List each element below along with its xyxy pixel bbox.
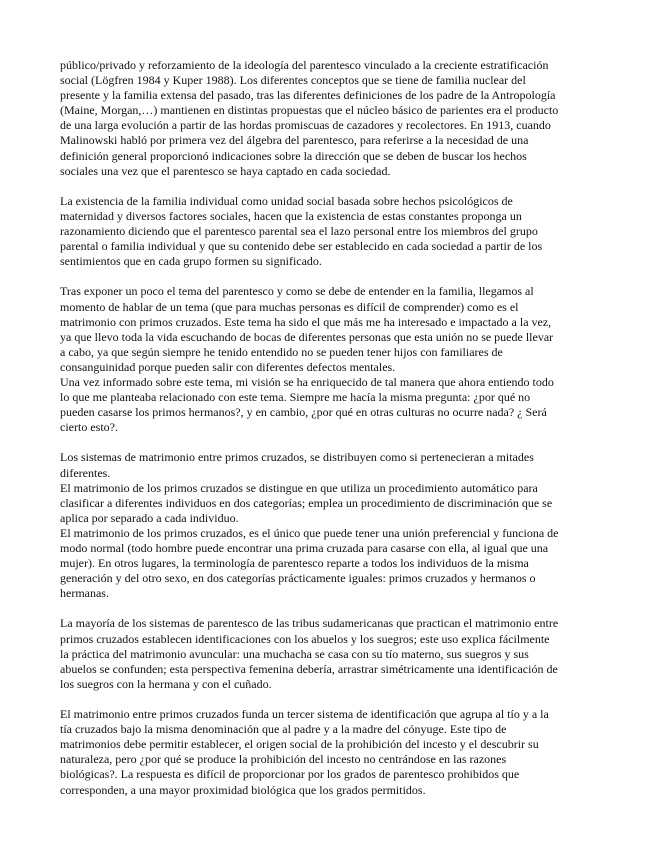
text-line: público/privado y reforzamiento de la ideología del parentesco vinculado a la creciente estratificación <box>60 58 549 72</box>
text-line: primos cruzados establecen identificaciones con los abuelos y los suegros; este uso explica fácilmente <box>60 631 550 646</box>
text-line: pueden casarse los primos hermanos?, y en cambio, ¿por qué en otras culturas no ocurre nada? ¿ Será <box>60 405 547 420</box>
text-line: los suegros con la hermana y con el cuñado. <box>60 676 272 691</box>
text-line: de una larga evolución a partir de las hordas promiscuas de cazadores y recolectores. En 1913, cuando <box>60 118 551 133</box>
paragraph-2 <box>60 194 597 269</box>
paragraph-4 <box>60 450 597 601</box>
text-line: matrimonio con primos cruzados. Este tema ha sido el que más me ha interesado e impactado a la vez, <box>60 314 552 329</box>
text-line: abuelos se confunden; esta perspectiva femenina debería, arrastrar simétricamente una identificación de <box>60 661 558 676</box>
text-line: matrimonios debe permitir establecer, el origen social de la prohibición del incesto y el descubrir su <box>60 737 539 752</box>
text-line: la práctica del matrimonio avuncular: una muchacha se casa con su tío materno, sus suegros y sus <box>60 646 529 661</box>
text-line: generación y del otro sexo, en dos categorías prácticamente iguales: primos cruzados y hermanos o <box>60 571 536 586</box>
text-line: sociales una vez que el parentesco se haya captado en cada sociedad. <box>60 163 391 178</box>
text-line: Una vez informado sobre este tema, mi visión se ha enriquecido de tal manera que ahora entiendo todo <box>60 374 554 389</box>
text-line: a cabo, ya que según siempre he tenido entendido no se pueden tener hijos con familiares de <box>60 344 503 359</box>
paragraph-5 <box>60 616 597 691</box>
text-line: tía cruzados bajo la misma denominación que al padre y a la madre del cónyuge. Este tipo de <box>60 722 507 737</box>
paragraph-3 <box>60 284 597 435</box>
text-line: maternidad y diversos factores sociales, hacen que la existencia de estas constantes proponga un <box>60 208 522 223</box>
text-line: Malinowski habló por primera vez del álgebra del parentesco, para referirse a la necesidad de una <box>60 133 529 148</box>
text-line: modo normal (todo hombre puede encontrar una prima cruzada para casarse con ella, al igual que una <box>60 541 549 555</box>
text-line: El matrimonio entre primos cruzados funda un tercer sistema de identificación que agrupa al tío y a la <box>60 707 549 722</box>
text-line: social (Lögfren 1984 y Kuper 1988). Los diferentes conceptos que se tiene de familia nuclear del <box>60 73 526 88</box>
text-line: momento de hablar de un tema (que para muchas personas es difícil de comprender) como es el <box>60 299 519 314</box>
text-line: El matrimonio de los primos cruzados, es el único que puede tener una unión preferencial y funciona de <box>60 525 559 540</box>
text-line: lo que me planteaba relacionado con este tema. Siempre me hacía la misma pregunta: ¿por qué no <box>60 390 531 405</box>
text-line: Tras exponer un poco el tema del parentesco y como se debe de entender en la familia, llegamos al <box>60 284 534 299</box>
text-line: El matrimonio de los primos cruzados se distingue en que utiliza un procedimiento automático para <box>60 480 538 495</box>
text-line: La existencia de la familia individual como unidad social basada sobre hechos psicológicos de <box>60 193 513 208</box>
text-line: mujer). En otros lugares, la terminología de parentesco reparte a todos los individuos de la misma <box>60 556 529 571</box>
text-line: presente y la familia extensa del pasado, tras las diferentes definiciones de los padre de la Antropología <box>60 88 556 103</box>
text-line: biológicas?. La respuesta es difícil de proporcionar por los grados de parentesco prohibidos que <box>60 767 520 782</box>
text-line: consanguinidad porque pueden salir con diferentes defectos mentales. <box>60 359 396 374</box>
text-line: clasificar a diferentes individuos en dos categorías; emplea un procedimiento de discriminación que se <box>60 495 553 510</box>
text-line: cierto esto?. <box>60 420 118 435</box>
text-line: corresponden, a una mayor proximidad biológica que los grados permitidos. <box>60 782 426 797</box>
text-line: definición general proporcionó indicaciones sobre la dirección que se deben de buscar los hechos <box>60 148 527 163</box>
document-page <box>60 58 597 813</box>
text-line: Los sistemas de matrimonio entre primos cruzados, se distribuyen como si pertenecieran a mitades <box>60 450 534 465</box>
text-line: naturaleza, pero ¿por qué se produce la prohibición del incesto no centrándose en las razones <box>60 752 507 767</box>
text-line: diferentes. <box>60 465 111 480</box>
text-line: La mayoría de los sistemas de parentesco de las tribus sudamericanas que practican el matrimonio entre <box>60 616 559 631</box>
text-line: razonamiento diciendo que el parentesco parental sea el lazo personal entre los miembros del grupo <box>60 224 538 239</box>
paragraph-1 <box>60 58 597 179</box>
text-line: sentimientos que en cada grupo formen su significado. <box>60 254 322 269</box>
text-line: (Maine, Morgan,…) mantienen en distintas propuestas que el núcleo básico de parientes era el producto <box>60 103 559 118</box>
text-line: aplica por separado a cada individuo. <box>60 510 239 525</box>
text-line: parental o familia individual y que su contenido debe ser establecido en cada sociedad a partir de los <box>60 239 543 254</box>
text-line: hermanas. <box>60 586 109 601</box>
paragraph-6 <box>60 707 597 798</box>
text-line: ya que llevo toda la vida escuchando de bocas de diferentes personas que esta unión no se puede llevar <box>60 329 554 344</box>
